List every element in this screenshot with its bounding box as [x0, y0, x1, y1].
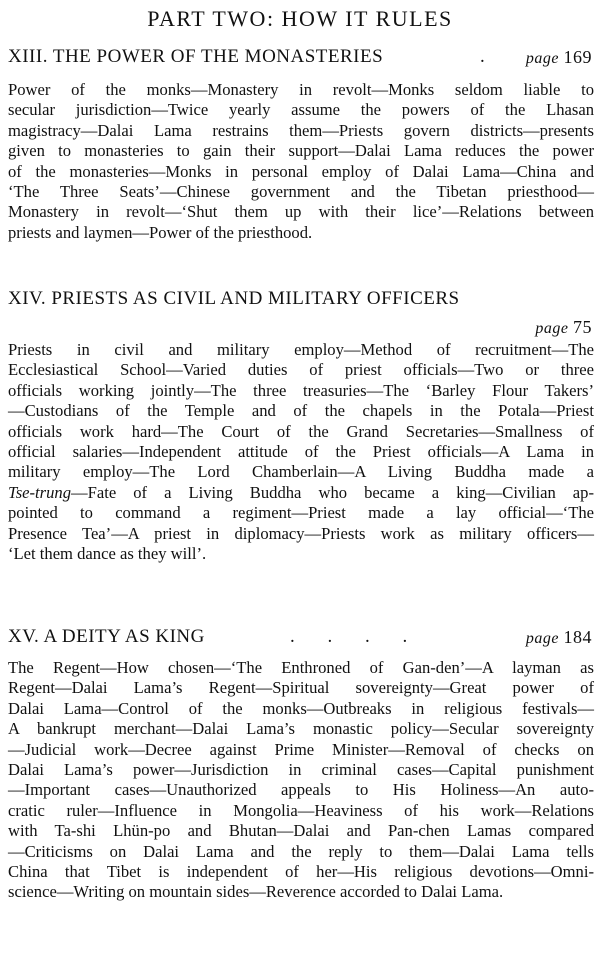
- summary-line: officials work hard—The Court of the Grand Secretaries—Smallness of: [8, 421, 594, 441]
- summary-line: Dalai Lama’s power—Jurisdiction in criminal cases—Capital punishment: [8, 760, 594, 780]
- page-reference: [526, 626, 592, 650]
- chapter-xiii: [8, 46, 594, 243]
- summary-line: given to monasteries to gain their support—Dalai Lama reduces the power: [8, 141, 594, 161]
- summary-line: —Important cases—Unauthorized appeals to His Holiness—An auto-: [8, 780, 594, 800]
- part-title: PART TWO: HOW IT RULES: [147, 6, 453, 31]
- summary-line-rest: —Fate of a Living Buddha who became a king—Civilian ap-: [71, 482, 594, 502]
- page-number: 75: [573, 317, 592, 337]
- summary-line: [8, 483, 594, 503]
- summary-line: ‘The Three Seats’—Chinese government and the Tibetan priesthood—: [8, 182, 594, 202]
- summary-line: Regent—Dalai Lama’s Regent—Spiritual sovereignty—Great power of: [8, 678, 594, 698]
- chapter-heading: XIII. THE POWER OF THE MONASTERIES: [8, 46, 384, 67]
- chapter-summary: [8, 340, 594, 564]
- summary-line: priests and laymen—Power of the priesthood.: [8, 222, 313, 242]
- chapter-xiv: [8, 288, 594, 564]
- chapter-summary: [8, 658, 594, 903]
- summary-line: pointed to command a regiment—Priest made a lay official—‘The: [8, 503, 594, 523]
- summary-line: ‘Let them dance as they will’.: [8, 544, 207, 564]
- chapter-heading: XIV. PRIESTS AS CIVIL AND MILITARY OFFICERS: [8, 288, 460, 309]
- summary-line: Presence Tea’—A priest in diplomacy—Priests work as military officers—: [8, 523, 594, 543]
- summary-line: The Regent—How chosen—‘The Enthroned of Gan-den’—A layman as: [8, 658, 594, 677]
- summary-line: secular jurisdiction—Twice yearly assume the powers of the Lhasan: [8, 100, 594, 120]
- summary-line: Power of the monks—Monastery in revolt—Monks seldom liable to: [8, 80, 594, 99]
- page-reference: [535, 316, 592, 340]
- summary-line: Ecclesiastical School—Varied duties of priest officials—Two or three: [8, 360, 594, 380]
- chapter-summary: [8, 80, 594, 243]
- page-number: 184: [563, 627, 592, 647]
- leader-dots: .: [480, 46, 486, 67]
- summary-line: military employ—The Lord Chamberlain—A Living Buddha made a: [8, 462, 594, 482]
- summary-line: cratic ruler—Influence in Mongolia—Heaviness of his work—Relations: [8, 800, 594, 820]
- summary-line: Monastery in revolt—‘Shut them up with their lice’—Relations between: [8, 202, 594, 222]
- page-label: page: [525, 630, 559, 647]
- summary-line: A bankrupt merchant—Dalai Lama’s monastic policy—Secular sovereignty: [8, 719, 594, 739]
- page-label: page: [535, 320, 569, 337]
- chapter-heading: XV. A DEITY AS KING: [8, 626, 205, 647]
- summary-line: —Judicial work—Decree against Prime Minister—Removal of checks on: [8, 739, 594, 759]
- summary-line: Priests in civil and military employ—Method of recruitment—The: [8, 340, 594, 359]
- summary-line: —Custodians of the Temple and of the chapels in the Potala—Priest: [8, 401, 594, 421]
- summary-line: of the monasteries—Monks in personal employ of Dalai Lama—China and: [8, 161, 594, 181]
- chapter-heading-row: [8, 288, 594, 338]
- summary-line-italic: Tse-trung: [8, 482, 72, 502]
- chapter-xv: [8, 626, 594, 903]
- summary-line: science—Writing on mountain sides—Reverence accorded to Dalai Lama.: [8, 882, 504, 902]
- summary-line: Dalai Lama—Control of the monks—Outbreaks in religious festivals—: [8, 698, 594, 718]
- page-label: page: [525, 50, 559, 67]
- leader-dots: . . . .: [290, 626, 422, 647]
- page-number: 169: [563, 47, 592, 67]
- summary-line: official salaries—Independent attitude of the Priest officials—A Lama in: [8, 442, 594, 462]
- page-reference: [526, 46, 592, 70]
- summary-line: officials working jointly—The three treasuries—The ‘Barley Flour Takers’: [8, 380, 594, 400]
- chapter-heading-row: [8, 626, 594, 656]
- summary-line: with Ta-shi Lhün-po and Bhutan—Dalai and Pan-chen Lamas compared: [8, 821, 594, 841]
- summary-line: —Criticisms on Dalai Lama and the reply to them—Dalai Lama tells: [8, 841, 594, 861]
- summary-line: magistracy—Dalai Lama restrains them—Priests govern districts—presents: [8, 120, 594, 140]
- chapter-heading-row: [8, 46, 594, 76]
- summary-line: China that Tibet is independent of her—His religious devotions—Omni-: [8, 862, 594, 882]
